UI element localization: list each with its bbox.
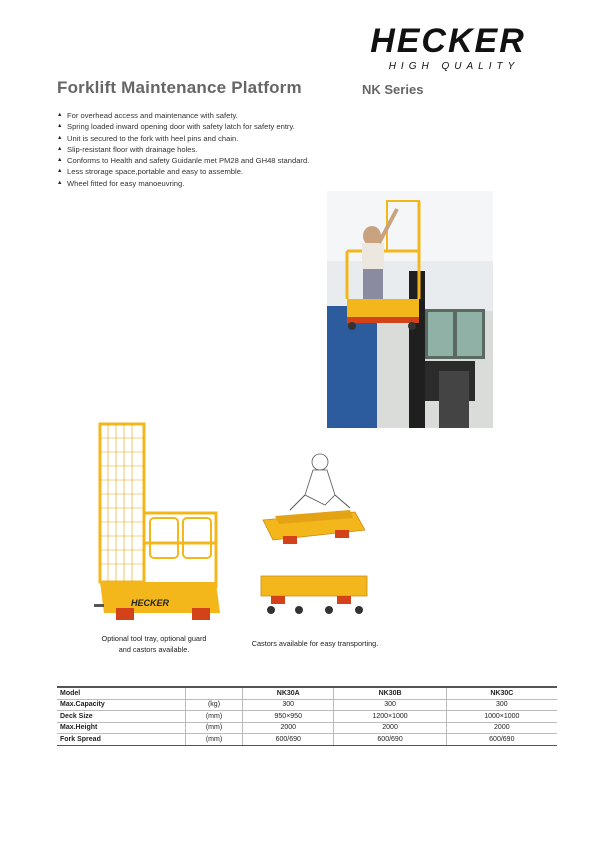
tool-tray-image [255, 450, 375, 560]
spec-table [57, 686, 557, 746]
row-value: 600/690 [334, 734, 446, 746]
table-header-row [57, 687, 557, 699]
feature-item: ▲ Wheel fitted for easy manoeuvring. [57, 178, 309, 189]
row-value: 1200×1000 [334, 711, 446, 723]
feature-list [57, 110, 309, 189]
row-value: 2000 [243, 722, 334, 734]
row-value: 300 [243, 699, 334, 711]
row-value: 600/690 [243, 734, 334, 746]
row-value: 300 [446, 699, 557, 711]
table-row [57, 711, 557, 723]
header-model-c: NK30C [446, 687, 557, 699]
row-unit: (mm) [186, 711, 243, 723]
feature-item: ▲ Slip-resistant floor with drainage holes. [57, 144, 309, 155]
series-name: NK Series [362, 82, 424, 97]
row-unit: (kg) [186, 699, 243, 711]
row-value: 2000 [334, 722, 446, 734]
row-value: 950×950 [243, 711, 334, 723]
product-caption-line1: Optional tool tray, optional guard [101, 634, 207, 643]
row-unit: (mm) [186, 734, 243, 746]
header-unit [186, 687, 243, 699]
table-row [57, 699, 557, 711]
row-label: Deck Size [57, 711, 186, 723]
platform-product-image [88, 418, 236, 628]
logo-tagline: HIGH QUALITY [388, 61, 520, 72]
feature-item: ▲ Unit is secured to the fork with heel pins and chain. [57, 133, 309, 144]
header-model-b: NK30B [334, 687, 446, 699]
feature-item: ▲ For overhead access and maintenance with safety. [57, 110, 309, 121]
feature-item: ▲ Less strorage space,portable and easy to assemble. [57, 166, 309, 177]
product-caption-line2: and castors available. [118, 645, 190, 654]
row-unit: (mm) [186, 722, 243, 734]
header-model-a: NK30A [243, 687, 334, 699]
platform-in-use-photo [327, 191, 493, 428]
castor-image [255, 570, 375, 620]
page-title: Forklift Maintenance Platform [57, 78, 302, 97]
row-label: Max.Height [57, 722, 186, 734]
row-value: 300 [334, 699, 446, 711]
feature-item: ▲ Conforms to Health and safety Guidanle met PM28 and GH48 standard. [57, 155, 309, 166]
header-model: Model [57, 687, 186, 699]
table-row [57, 722, 557, 734]
row-label: Fork Spread [57, 734, 186, 746]
row-label: Max.Capacity [57, 699, 186, 711]
feature-item: ▲ Spring loaded inward opening door with safety latch for safety entry. [57, 121, 309, 132]
row-value: 1000×1000 [446, 711, 557, 723]
table-row [57, 734, 557, 746]
row-value: 2000 [446, 722, 557, 734]
hecker-logo [336, 24, 560, 74]
product-caption [95, 633, 213, 655]
castor-caption: Castors available for easy transporting. [251, 639, 379, 648]
platform-brand-plate: HECKER [130, 598, 170, 608]
row-value: 600/690 [446, 734, 557, 746]
logo-wordmark: HECKER [370, 24, 526, 60]
